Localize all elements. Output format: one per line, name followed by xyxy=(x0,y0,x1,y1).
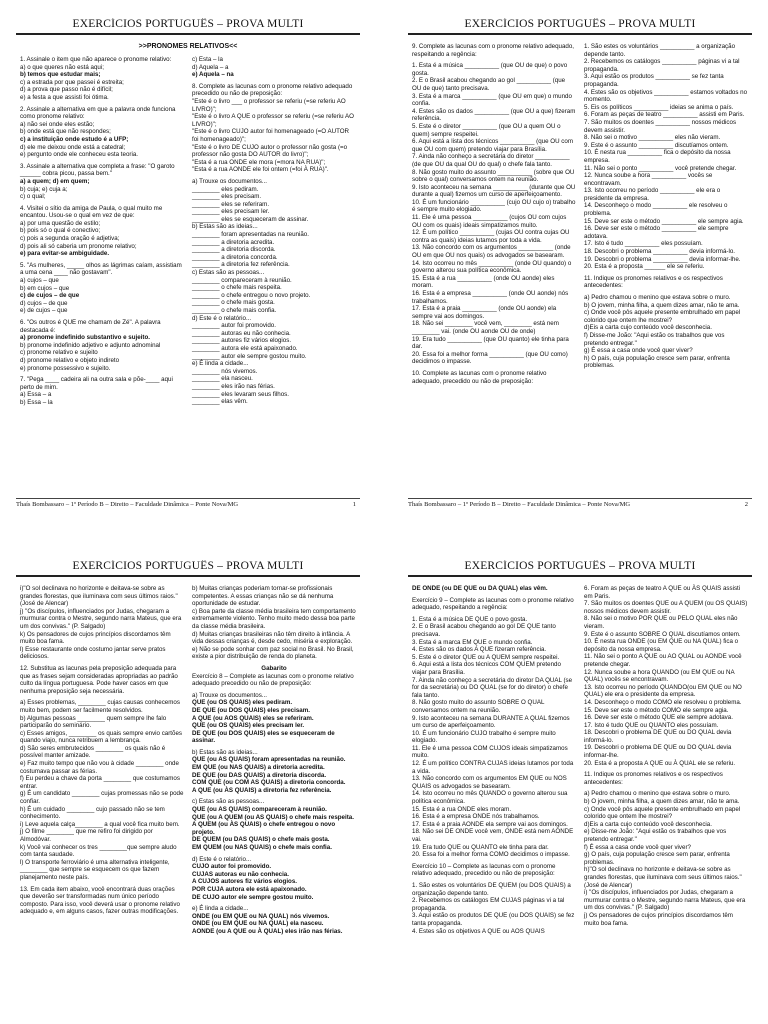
text-line: EM QUE (ou NAS QUAIS) a diretoria acredita. xyxy=(192,764,325,772)
text-line: g) É essa a casa onde você quer viver? xyxy=(584,347,693,355)
text-line: 18. Não sei ________ você vem, ________ está nem ________ vai. (onde OU aonde OU de onde) xyxy=(412,320,559,335)
text-line: j) "Os discípulos, influenciados por Judas, chegaram a murmurar contra o Mestre, segundo narra Mateus, que era um dos convivas." (P. Salgado) xyxy=(20,607,182,630)
text-line: c) pronome relativo e sujeito xyxy=(20,349,98,357)
text-line: 16. Deve ser este o método QUE ele sempre adotava. xyxy=(584,714,733,722)
text-line: 16. Deve ser este o método __________ ele sempre adotava. xyxy=(584,225,729,240)
text-line: 9. Este é o assunto __________ discutíamos ontem. xyxy=(584,141,729,149)
document-page-3 xyxy=(8,560,368,1024)
text-line: CUJO autor foi promovido. xyxy=(192,863,272,871)
page-number: 1 xyxy=(352,501,356,508)
text-line: 3. Esta é a marca __________ (que OU em que) o mundo confia. xyxy=(412,92,572,108)
text-line: 11. Não sei o ponto A QUE ou AO QUAL ou AONDE você pretende chegar. xyxy=(584,653,742,668)
text-line: i) "Os discípulos, influenciados por Judas, chegaram a murmurar contra o Mestre, segundo narra Mateus, que era um dos convivas." (P. Salgado) xyxy=(584,889,746,912)
text-line: c) Estas são as pessoas... xyxy=(192,269,265,277)
text-line: b) Essa – la xyxy=(20,398,53,406)
text-line: ________ a diretoria concorda. xyxy=(192,253,278,261)
text-line: 7. São muitos os doentes __________ nossos médicos devem assistir. xyxy=(584,118,737,134)
text-line: 20. Esta é a proposta A QUE ou À QUAL ele se referiu. xyxy=(584,759,736,767)
text-line: 5. Este é o diretor __________ (que OU a quem OU o quem) sempre respeitei. xyxy=(412,122,561,138)
text-line: 1. São estes os voluntários __________ a organização depende tanto. xyxy=(584,43,736,58)
text-line: e) É linda a cidade... xyxy=(192,905,249,913)
text-line: b) O jovem, minha filha, a quem dizes amar, não te ama. xyxy=(584,798,740,806)
text-line: g) O país, cuja população cresce sem parar, enfrenta problemas. xyxy=(584,851,730,866)
text-line: 7. Ainda não conheço a secretária do diretor __________ (de que OU da qual OU do qual) o chefe fala tanto. xyxy=(412,153,570,168)
text-line: c) a estrada por que passei é estreita; xyxy=(20,78,124,86)
text-column-left xyxy=(20,585,184,936)
text-line: 14. Desconheço o modo __________ ele resolveu o problema. xyxy=(584,202,728,218)
text-column-left xyxy=(412,585,576,935)
text-line: 4. Visitei o sítio da amiga de Paula, o qual muito me encantou. Usou-se o qual em vez de que: xyxy=(20,204,163,220)
text-line: ________ a diretoria acredita. xyxy=(192,238,275,246)
text-line: 4. Estes são os objetivos A QUE ou AOS QUAIS xyxy=(412,927,545,935)
text-line: QUE (ou A QUEM (ou AS QUAIS) o chefe mais respeita. xyxy=(192,813,354,821)
text-line: ________ autoras eu não conhecia. xyxy=(192,329,291,337)
text-line: DE ONDE (ou DE QUE ou DA QUAL) elas vêm. xyxy=(412,585,548,592)
text-line: EM QUEM (ou NAS QUAIS) o chefe mais confia. xyxy=(192,844,332,851)
text-line: "Este é o livro A QUE o professor se referiu (=se referiu AO LIVRO)"; xyxy=(192,113,354,128)
text-line: Exercício 8 – Complete as lacunas com o pronome relativo adequado precedido ou não de preposição: xyxy=(192,672,354,688)
text-line: 8. Não sei o motivo POR QUE ou PELO QUAL eles não vieram. xyxy=(584,615,738,630)
page-header: EXERCÍCIOS PORTUGUÊS – PROVA MULTI xyxy=(16,18,360,35)
text-line: 15. Deve ser este o método __________ ele sempre agia. xyxy=(584,217,744,225)
text-line: a) o que queres não está aqui; xyxy=(20,63,104,71)
text-line: 5. Este é o diretor QUE ou A QUEM sempre respeitei. xyxy=(412,653,560,661)
text-line: 8. Não sei o motivo __________ eles não vieram. xyxy=(584,134,721,142)
text-line: a) Esses problemas, ________ cujas causas conhecemos muito bem, podem ser facilmente resolvidos. xyxy=(20,699,180,714)
text-line: 15. Esta é a rua __________ (onde OU aonde) eles moram. xyxy=(412,274,555,290)
text-line: ________ eles precisam. xyxy=(192,193,262,201)
text-line: e) Não se pode sonhar com paz social no Brasil. No Brasil, existe a pior distribuição de renda do planeta. xyxy=(192,645,354,661)
text-line: Exercício 10 – Complete as lacunas com o pronome relativo adequado, precedido ou não de preposição: xyxy=(412,862,556,878)
text-line: DE QUE (ou DOS QUAIS) eles se esqueceram de assinar. xyxy=(192,729,335,745)
text-line: ________ eles irão nas férias. xyxy=(192,382,275,390)
text-line: j) Os pensadores de cujos princípios discordamos têm muito boa fama. xyxy=(584,911,733,927)
text-line: 13. Em cada item abaixo, você encontrará duas orações que deverão ser transformadas num único período composto. Para isso, você deverá usar o pronome relativo adequado e, em alguns casos, fazer outras modificações. xyxy=(20,885,180,916)
text-line: b) temos que estudar mais; xyxy=(20,71,101,79)
text-line: 7. Ainda não conheço a secretária do diretor DA QUAL (se for da secretária) ou DO QUAL (se for do diretor) o chefe fala tanto. xyxy=(412,676,573,699)
text-line: d) Muitas crianças brasileiras não têm direito à infância. A vida dessas crianças é, desde cedo, miséria e exploração. xyxy=(192,630,353,646)
text-line: 12. É um político __________ (cujas OU contra cujas OU contra as quais) ideias lutamos por toda a vida. xyxy=(412,229,570,244)
text-line: QUE (ou AS QUAIS) compareceram à reunião. xyxy=(192,806,327,814)
text-line: 10. É nesta rua ONDE (ou EM QUE ou NA QUAL) fica o depósito da nossa empresa. xyxy=(584,638,739,653)
text-line: 10. É nesta rua __________ fica o depósito da nossa empresa. xyxy=(584,149,731,164)
text-line: ________ o chefe mais confia. xyxy=(192,307,277,314)
document-page-1 xyxy=(8,18,368,512)
text-line: h) É um cuidado ________ cujo passado não se tem conhecimento. xyxy=(20,805,165,821)
text-line: ________ elas vêm. xyxy=(192,398,248,406)
text-line: ________ compareceram à reunião. xyxy=(192,276,292,284)
text-line: 14. Isto ocorreu no mês __________ (onde OU quando) o governo alterou sua política econômica. xyxy=(412,259,572,275)
text-line: a) Pedro chamou o menino que estava sobre o muro. xyxy=(584,294,731,301)
text-line: l) Esse restaurante onde costumo jantar serve pratos deliciosos. xyxy=(20,645,166,661)
text-line: 8. Complete as lacunas com o pronome relativo adequado precedido ou não de preposição: xyxy=(192,82,353,98)
text-line: c) Esta – la xyxy=(192,56,223,63)
text-line: 11. Não sei o ponto __________ você pretende chegar. xyxy=(584,164,737,172)
page-header: EXERCÍCIOS PORTUGUÊS – PROVA MULTI xyxy=(408,560,752,577)
text-line: ________ nós vivemos. xyxy=(192,367,258,375)
text-line: 3. Aqui estão os produtos DE QUE (ou DOS QUAIS) se fez tanta propaganda. xyxy=(412,912,575,927)
text-line: 1. Esta é a música __________ (que OU de que) o povo gosta. xyxy=(412,62,568,77)
text-line: b) pronome indefinido adjetivo e adjunto adnominal xyxy=(20,341,161,349)
text-line: 14. Isto ocorreu no mês QUANDO o governo alterou sua política econômica. xyxy=(412,790,568,806)
text-line: 13. Não concordo com os argumentos __________ (onde OU em que OU nos quais) os advogados se basearam. xyxy=(412,244,571,260)
text-line: k) Os pensadores de cujos princípios discordamos têm muito boa fama. xyxy=(20,630,171,646)
text-line: c) Boa parte da classe média brasileira tem comportamento extremamente violento. Tenho muito medo dessa boa parte da classe média brasileira. xyxy=(192,607,356,630)
page-header: EXERCÍCIOS PORTUGUÊS – PROVA MULTI xyxy=(408,18,752,35)
text-line: a) Trouxe os documentos... xyxy=(192,691,267,699)
text-line: ________ o chefe mais gosta. xyxy=(192,299,275,307)
text-line: 1. São estes os voluntários DE QUEM (ou DOS QUAIS) a organização depende tanto. xyxy=(412,881,571,897)
text-line: QUE (ou OS QUAIS) eles pediram. xyxy=(192,699,293,707)
text-line: ________ eles levaram seus filhos. xyxy=(192,390,289,398)
page-footer xyxy=(408,498,752,508)
text-line: 15. Deve ser este o método COMO ele sempre agia. xyxy=(584,706,729,714)
text-line: 12. É um político CONTRA CUJAS ideias lutamos por toda a vida. xyxy=(412,760,574,775)
text-line: 17. Isto é tudo __________ eles possuíam. xyxy=(584,240,703,248)
text-line: d) Aquela – a xyxy=(192,63,229,71)
text-line: h)"O sol declinava no horizonte e deitava-se sobre as grandes florestas, que iluminava com seus últimos raios." (José de Alencar) xyxy=(584,866,742,889)
text-line: d) pois ali só caberia um pronome relativo; xyxy=(20,242,137,250)
text-line: k) Você vai conhecer os tres ________que sempre aludo com tanta saudade. xyxy=(20,843,177,859)
text-line: 11. Ele é uma pessoa COM CUJOS ideais simpatizamos muito. xyxy=(412,744,568,760)
text-line: ________ autor ele sempre gostou muito. xyxy=(192,352,307,360)
text-line: 2. E o Brasil acabou chegando ao gol DE QUE tanto precisava. xyxy=(412,623,556,638)
text-line: 9. Este é o assunto SOBRE O QUAL discutíamos ontem. xyxy=(584,630,741,638)
text-line: ________ ela nasceu. xyxy=(192,375,253,383)
text-line: 10. Complete as lacunas com o pronome relativo adequado, precedido ou não de preposição: xyxy=(412,369,547,385)
text-line: 11. Ele é uma pessoa __________ (cujos OU com cujos OU com os quais) ideais simpatizamos muito. xyxy=(412,214,567,229)
text-line: ________ eles precisam ler. xyxy=(192,208,270,216)
text-line: e) para evitar-se ambiguidade. xyxy=(20,250,110,258)
text-line: 18. Não sei DE ONDE você vem, ONDE está nem AONDE vai. xyxy=(412,828,574,843)
text-line: a) não sei onde eles estão; xyxy=(20,120,95,128)
text-line: e) pergunto onde ele conheceu esta teoria. xyxy=(20,151,138,159)
text-line: e) É linda a cidade... xyxy=(192,360,249,368)
text-line: c) pois a segunda oração é adjetiva; xyxy=(20,235,120,243)
text-line: a) cujos – que xyxy=(20,277,59,285)
document-page-4 xyxy=(400,560,760,1024)
text-line: 1. Esta é a música DE QUE o povo gosta. xyxy=(412,615,528,623)
text-line: 7. "Pega ____ cadeira ali na outra sala e põe-____ aqui perto de mim. xyxy=(20,376,173,391)
text-line: ________ eles se referiram. xyxy=(192,200,270,208)
text-line: 20. Esta é a proposta ______ ele se referiu. xyxy=(584,263,705,271)
text-line: a) Pedro chamou o menino que estava sobre o muro. xyxy=(584,790,731,798)
text-line: A QUE (ou ÀS QUAIS) a diretoria fez referência. xyxy=(192,786,332,794)
text-line: f) É essa a casa onde você quer viver? xyxy=(584,843,691,851)
text-line: d) São seres embrutecidos ________ os quais não é possível manter amizade. xyxy=(20,744,166,760)
text-line: 8. Não gosto muito do assunto __________ (sobre que OU sobre o qual) conversamos ontem na reunião. xyxy=(412,168,575,184)
text-line: d) Este é o relatório... xyxy=(192,855,252,863)
page-header: EXERCÍCIOS PORTUGUÊS – PROVA MULTI xyxy=(16,560,360,577)
text-line: 17. Esta é a praia __________ (onde OU aonde) ela sempre vai aos domingos. xyxy=(412,305,557,320)
text-line: 11. Indique os pronomes relativos e os respectivos antecedentes: xyxy=(584,274,723,290)
text-line: b) Estas são as ideias... xyxy=(192,223,258,231)
text-line: 12. Nunca soube a hora QUANDO (ou EM QUE ou NA QUAL) vocês se encontravam. xyxy=(584,668,735,684)
text-line: d) Este é o relatório... xyxy=(192,314,252,322)
text-line: 18. Descobri o problema __________ devia informá-lo. xyxy=(584,248,735,256)
text-line: 9. Isto aconteceu na semana DURANTE A QUAL fizemos um curso de aperfeiçoamento. xyxy=(412,714,570,730)
text-line: ________ o chefe mais respeita. xyxy=(192,284,282,292)
text-line: g) É um candidato ________ cujas promessas não se pode confiar. xyxy=(20,790,184,806)
text-line: c) Onde você pôs aquele presente embrulhado em papel colorido que ontem lhe mostrei? xyxy=(584,309,741,324)
text-line: e) Faz muito tempo que não vou à cidade ________ onde costumava passar as férias. xyxy=(20,760,179,775)
text-line: b) pois só o qual é conectivo; xyxy=(20,227,101,235)
section-title: >>PRONOMES RELATIVOS<< xyxy=(138,43,238,50)
text-line: AONDE (ou A QUE ou À QUAL) eles irão nas férias. xyxy=(192,927,343,935)
text-line: 2. Assinale a alternativa em que a palavra onde funciona como pronome relativo: xyxy=(20,105,176,121)
text-line: d) cujos – de que xyxy=(20,299,68,307)
text-line: Exercício 9 – Complete as lacunas com o pronome relativo adequado, respeitando a regência: xyxy=(412,596,574,612)
text-line: 8. Não gosto muito do assunto SOBRE O QUAL conversamos ontem na reunião. xyxy=(412,699,545,714)
text-column-left xyxy=(412,43,576,385)
text-line: 6. Foram as peças de teatro A QUE ou ÀS QUAIS assisti em Paris. xyxy=(584,585,741,600)
text-line: b) em cujos – que xyxy=(20,284,70,292)
text-line: 19. Era tudo QUE ou QUANTO ele tinha para dar. xyxy=(412,843,549,851)
text-line: d) ele me deixou onde está a catedral; xyxy=(20,143,126,151)
text-line: ________ autora ele está apaixonado. xyxy=(192,344,298,352)
text-line: e) a festa a que assisti foi ótima. xyxy=(20,93,109,101)
page-footer xyxy=(16,498,360,508)
text-line: a) pronome indefinido substantivo e sujeito. xyxy=(20,334,150,342)
text-line: 20. Essa foi a melhor forma COMO decidimos o impasse. xyxy=(412,851,570,859)
text-line: 19. Descobri o problema __________ devia informar-lhe. xyxy=(584,255,741,263)
text-line: 4. Estes são os dados __________ (que OU a que) fizeram referência. xyxy=(412,107,576,123)
text-line: 4. Estes são os dados A QUE fizeram referência. xyxy=(412,646,547,654)
text-line: b) onde está que não respondes; xyxy=(20,128,111,136)
text-line: 11. Indique os pronomes relativos e os respectivos antecedentes: xyxy=(584,771,723,786)
text-line: DE QUEM (ou DAS QUAIS) o chefe mais gosta. xyxy=(192,836,330,844)
text-line: 4. Estes são os objetivos __________ estamos voltados no momento. xyxy=(584,88,748,104)
text-line: 16. Esta é a empresa __________ (onde OU aonde) nós trabalhamos. xyxy=(412,290,569,305)
text-line: b) cuja; e) cuja a; xyxy=(20,185,68,193)
text-line: "Este é o livro ___ o professor se referiu (=se referiu AO LIVRO)"; xyxy=(192,97,346,113)
text-line: 7. São muitos os doentes QUE ou A QUEM (ou OS QUAIS) nossos médicos devem assistir. xyxy=(584,600,748,615)
text-line: b) Algumas pessoas ________ quem sempre lhe falo participarão do seminário. xyxy=(20,714,167,730)
text-line: ________ eles se esqueceram de assinar. xyxy=(192,215,309,223)
text-line: l) O transporte ferroviário é uma alternativa inteligente, ________ que sempre se esquecem os que fazem planejamento neste país. xyxy=(20,858,170,881)
text-line: b) Muitas crianças poderiam tornar-se profissionais competentes. A essas crianças não se dá nenhuma oportunidade de estudar. xyxy=(192,585,334,608)
text-line: "Este é o livro DE CUJO autor o professor não gosta (=o professor não gosta DO AUTOR do livro)"; xyxy=(192,143,348,159)
text-line: 19. Era tudo __________ (que OU quanto) ele tinha para dar. xyxy=(412,335,569,351)
text-line: Gabarito xyxy=(261,664,287,672)
text-line: ONDE (ou EM QUE ou NA QUAL) ela nasceu. xyxy=(192,920,324,928)
text-line: 3. Assinale a alternativa que completa a frase: "O garoto ______ cobra picou, passa bem." xyxy=(20,162,175,178)
text-line: 3. Aqui estão os produtos __________ se fez tanta propaganda. xyxy=(584,73,724,88)
text-line: DE CUJO autor ele sempre gostou muito. xyxy=(192,893,314,901)
text-line: "Este é o livro CUJO autor foi homenageado (=O AUTOR foi homenageado)"; xyxy=(192,128,350,143)
text-line: d)Eis a carta cujo conteúdo você desconhecia. xyxy=(584,820,712,828)
text-line: ________ a diretoria discorda. xyxy=(192,246,276,254)
text-line: COM QUE (ou COM AS QUAIS) a diretoria concorda. xyxy=(192,779,346,787)
text-line: 6. Aqui está a lista dos técnicos __________ (que OU com que OU com quem) pretendo viajar para Brasília. xyxy=(412,138,573,153)
text-line: 19. Descobri o problema DE QUE ou DO QUAL devia informar-lhe. xyxy=(584,744,732,760)
text-line: 16. Esta é a empresa ONDE nós trabalhamos. xyxy=(412,813,540,821)
text-line: ________ a diretoria fez referência. xyxy=(192,261,290,269)
text-line: ONDE (ou EM QUE ou NA QUAL) nós vivemos. xyxy=(192,912,330,920)
text-line: ________ autores fiz vários elogios. xyxy=(192,337,292,345)
text-column-left xyxy=(20,56,184,407)
text-line: 17. Isto é tudo QUE ou QUANTO eles possuíam. xyxy=(584,721,719,729)
text-line: 1. Assinale o item que não aparece o pronome relativo: xyxy=(20,56,172,63)
text-line: b) O jovem, minha filha, a quem dizes amar, não te ama. xyxy=(584,301,740,309)
text-line: c) Onde você pôs aquele presente embrulhado em papel colorido que ontem lhe mostrei? xyxy=(584,805,741,821)
text-line: 20. Essa foi a melhor forma __________ (que OU como) decidimos o impasse. xyxy=(412,350,568,366)
text-line: a) por uma questão de estilo; xyxy=(20,219,101,227)
text-line: "Esta é a rua ONDE ele mora (=mora NA RUA)"; xyxy=(192,158,326,166)
text-line: CUJAS autoras eu não conhecia. xyxy=(192,870,289,878)
text-column-right xyxy=(192,585,356,936)
text-line: QUE (ou OS QUAIS) eles precisam ler. xyxy=(192,722,305,730)
text-line: ________ o chefe entregou o novo projeto. xyxy=(192,291,311,299)
text-line: a) Essa – a xyxy=(20,391,52,399)
text-line: 13. Não concordo com os argumentos EM QUE ou NOS QUAIS os advogados se basearam. xyxy=(412,775,567,790)
text-line: e) pronome possessivo e sujeito. xyxy=(20,364,111,372)
text-line: QUE (ou AS QUAIS) foram apresentadas na reunião. xyxy=(192,756,346,764)
text-column-right xyxy=(584,585,748,935)
page-number: 2 xyxy=(744,501,748,508)
text-line: e) de cujos – que xyxy=(20,307,68,315)
text-line: a) a quem; d) em quem; xyxy=(20,177,90,185)
text-line: 9. Complete as lacunas com o pronome relativo adequado, respeitando a regência: xyxy=(412,43,575,58)
text-line: i) Leve aquela calça________ a qual você fica muito bem. xyxy=(20,820,180,828)
text-column-right xyxy=(584,43,748,385)
text-line: d) a prova que passo não é difícil; xyxy=(20,86,113,94)
footer-text: Thaís Bombassaro – 1º Período B – Direito – Faculdade Dinâmica – Ponte Nova/MG xyxy=(408,501,631,508)
text-line: f) Disse-me João: "Aqui estão os trabalhos que vos pretendo entregar." xyxy=(584,331,725,347)
text-line: b) Estas são as ideias... xyxy=(192,748,258,756)
text-line: 13. Isto ocorreu no período __________ ele era o presidente da empresa. xyxy=(584,187,721,202)
text-line: DE QUE (ou DOS QUAIS) eles precisam. xyxy=(192,706,310,714)
text-line: d) pronome relativo e objeto indireto xyxy=(20,356,120,364)
text-line: 5. Eis os políticos __________ ideias se anima o país. xyxy=(584,103,734,111)
text-line: 2. E o Brasil acabou chegando ao gol __________ (que OU de que) tanto precisava. xyxy=(412,77,566,92)
text-line: 14. Desconheço o modo COMO ele resolveu o problema. xyxy=(584,698,742,706)
footer-text: Thaís Bombassaro – 1º Período B – Direito – Faculdade Dinâmica – Ponte Nova/MG xyxy=(16,501,239,508)
text-line: 13. Isto ocorreu no período QUANDO(ou EM QUE ou NO QUAL) ele era o presidente da empresa. xyxy=(584,683,742,699)
text-line: i)"O sol declinava no horizonte e deitava-se sobre as grandes florestas, que iluminava com seus últimos raios." (José de Alencar) xyxy=(20,585,178,608)
text-line: POR CUJA autora ele está apaixonado. xyxy=(192,885,307,893)
text-line: c) o qual; xyxy=(20,193,46,201)
text-line: f) Eu perdeu a chave da porta ________ que costumamos entrar. xyxy=(20,775,180,790)
text-line: j) O filme ________ que me refiro foi dirigido por Almodóvar. xyxy=(20,828,153,843)
text-line: DE QUE (ou DAS QUAIS) a diretoria discorda. xyxy=(192,771,327,779)
text-line: e) Disse-me João: "Aqui estão os trabalhos que vos pretendo entregar." xyxy=(584,828,727,843)
document-page-2 xyxy=(400,18,760,512)
text-line: ________ autor foi promovido. xyxy=(192,322,276,330)
text-line: 2. Recebemos os catálogos EM CUJAS páginas vi a tal propaganda. xyxy=(412,897,565,912)
text-line: A CUJOS autores fiz vários elogios. xyxy=(192,878,297,886)
text-line: 18. Descobri o problema DE QUE ou DO QUAL devia informá-lo. xyxy=(584,729,732,744)
text-line: h) O país, cuja população cresce sem parar, enfrenta problemas. xyxy=(584,354,730,370)
text-line: 6. "Os outros é QUE me chamam de Zé". A palavra destacada é: xyxy=(20,319,161,334)
text-line: A QUE (ou AOS QUAIS) eles se referiram. xyxy=(192,714,314,722)
text-line: 12. Substitua as lacunas pela preposição adequada para que as frases sejam consideradas apropriadas ao padrão culto da língua portuguesa. Pode haver casos em que nenhuma preposição seja necessária. xyxy=(20,664,178,695)
text-line: c) Esses amigos, ________ os quais sempre envio cartões quando viajo, nunca retribuem a lembrança. xyxy=(20,729,182,745)
text-line: c) a instituição onde estudo é a UFP; xyxy=(20,135,129,143)
text-line: 10. É um funcionário __________ (cujo OU cujo o) trabalho é sempre muito elogiado. xyxy=(412,198,576,214)
text-line: 3. Esta é a marca EM QUE o mundo confia. xyxy=(412,638,533,646)
text-line: 2. Recebemos os catálogos __________ páginas vi a tal propaganda. xyxy=(584,58,740,73)
text-line: 10. É um funcionário CUJO trabalho é sempre muito elogiado. xyxy=(412,729,556,745)
text-line: ________ foram apresentadas na reunião. xyxy=(192,231,309,239)
text-line: ________ eles pediram. xyxy=(192,185,259,193)
text-line: "Esta é a rua AONDE ele foi ontem (=foi À RUA)". xyxy=(192,166,329,174)
text-column-right xyxy=(192,56,356,407)
text-line: 9. Isto aconteceu na semana __________ (durante que OU durante a qual) fizemos um curso de aperfeiçoamento. xyxy=(412,183,576,199)
text-line: 12. Nunca soube a hora __________ vocês se encontravam. xyxy=(584,172,713,187)
text-line: A QUEM (ou ÀS QUAIS) o chefe entregou o novo projeto. xyxy=(192,821,336,836)
text-line: 17. Esta é a praia AONDE ela sempre vai aos domingos. xyxy=(412,820,568,828)
text-line: d)Eis a carta cujo conteúdo você desconhecia. xyxy=(584,324,712,332)
text-line: c) Estas são as pessoas... xyxy=(192,798,265,806)
text-line: a) Trouxe os documentos... xyxy=(192,177,267,185)
text-line: c) de cujos – de que xyxy=(20,292,80,300)
text-line: e) Aquela – na xyxy=(192,71,234,79)
text-line: 6. Foram as peças de teatro __________ assisti em Paris. xyxy=(584,111,745,119)
text-line: 6. Aqui está a lista dos técnicos COM QUEM pretendo viajar para Brasília. xyxy=(412,661,561,676)
text-line: 5. "As mulheres, _____ olhos as lágrimas caíam, assistiam a uma cena ____ não gostavam". xyxy=(20,261,182,277)
text-line: 15. Esta é a rua ONDE eles moram. xyxy=(412,805,512,813)
